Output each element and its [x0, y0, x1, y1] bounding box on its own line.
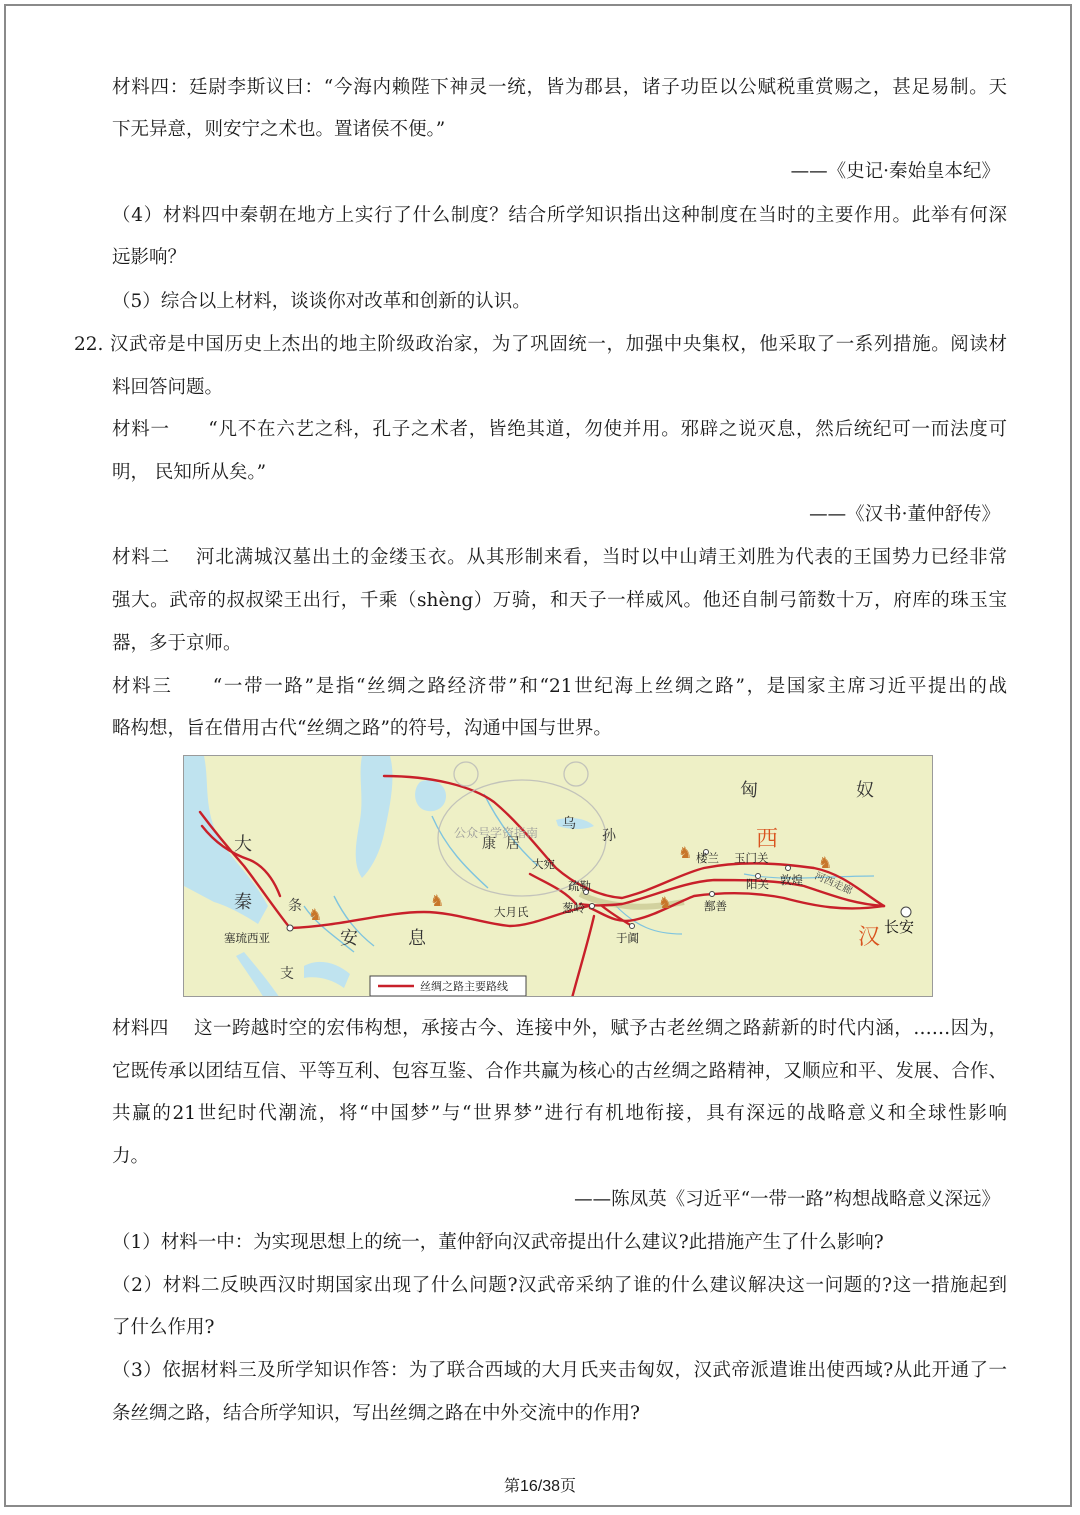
label-shule: 疏勒: [568, 879, 591, 893]
label-daqin-1: 大: [234, 834, 252, 855]
label-congling: 葱岭: [562, 901, 585, 915]
subquestion-2-line-2: 了什么作用?: [112, 1317, 215, 1338]
material-4b-line-1: 材料四 这一跨越时空的宏伟构想，承接古今、连接中外，赋予古老丝绸之路薪新的时代内涵，……因为，: [112, 1018, 1007, 1039]
material-1-line-1: 材料一 “凡不在六艺之科，孔子之术者，皆绝其道，勿使并用。邪辟之说灭息，然后统纪可一而法度可: [112, 419, 1007, 440]
question-4-line-1: （4）材料四中秦朝在地方上实行了什么制度？结合所学知识指出这种制度在当时的主要作用。此举有何深: [112, 205, 1007, 226]
label-kangju-1: 康: [482, 836, 496, 852]
city-shanshan: [710, 892, 715, 897]
camel-icon: ♞: [658, 893, 673, 912]
camel-icon: ♞: [430, 891, 445, 910]
label-wusun-1: 乌: [562, 816, 576, 832]
label-anxi-2: 息: [408, 928, 426, 949]
label-kangju-2: 居: [506, 836, 520, 852]
material-4b-line-2: 它既传承以团结互信、平等互利、包容互鉴、合作共赢为核心的古丝绸之路精神，又顺应和平、发展、合作、: [112, 1061, 1007, 1082]
camel-icon: ♞: [308, 905, 323, 924]
label-loulan: 楼兰: [696, 851, 719, 865]
silk-road-map: [183, 755, 933, 997]
label-yangguan: 阳关: [746, 877, 769, 891]
subquestion-1: （1）材料一中：为实现思想上的统一，董仲舒向汉武帝提出什么建议?此措施产生了什么影响?: [112, 1232, 884, 1253]
question-22-intro-line-2: 料回答问题。: [112, 377, 224, 398]
page-number: 第16/38页: [503, 1478, 577, 1495]
question-4-line-2: 远影响？: [112, 247, 187, 268]
city-seleucia: [287, 925, 293, 931]
material-1-source: ——《汉书·董仲舒传》: [809, 504, 1000, 525]
label-yutian: 于阗: [616, 931, 639, 945]
label-yumenguan: 玉门关: [734, 851, 769, 865]
city-changan: [901, 907, 911, 917]
material-3-line-2: 略构想，旨在借用古代“丝绸之路”的符号，沟通中国与世界。: [112, 718, 612, 739]
label-zhi: 支: [280, 966, 294, 982]
label-han: 汉: [858, 925, 881, 950]
label-wusun-2: 孙: [602, 828, 616, 844]
material-4-source: ——《史记·秦始皇本纪》: [790, 161, 1000, 182]
label-anxi-1: 安: [340, 928, 358, 949]
label-xiyu: 西: [756, 827, 779, 852]
material-4b-source: ——陈凤英《习近平“一带一路”构想战略意义深远》: [574, 1189, 1000, 1210]
question-5: （5）综合以上材料，谈谈你对改革和创新的认识。: [112, 291, 531, 312]
material-2-line-3: 器，多于京师。: [112, 633, 242, 654]
material-4b-line-4: 力。: [112, 1146, 150, 1167]
label-seleucia: 塞琉西亚: [224, 931, 270, 945]
label-dunhuang: 敦煌: [780, 873, 803, 887]
label-dayuezhi: 大月氏: [494, 905, 529, 919]
camel-icon: ♞: [678, 843, 693, 862]
city-yutian: [630, 924, 635, 929]
legend-label: 丝绸之路主要路线: [420, 980, 508, 993]
label-changan: 长安: [884, 918, 915, 936]
label-dayuan: 大宛: [532, 857, 555, 871]
label-daqin-2: 秦: [234, 892, 252, 913]
city-dunhuang: [786, 866, 791, 871]
label-xiongnu-1: 匈: [740, 780, 758, 801]
city-congling: [590, 904, 595, 909]
material-4-line-2: 下无异意，则安宁之术也。置诸侯不便。”: [112, 119, 446, 140]
label-tiao: 条: [288, 898, 302, 914]
material-2-line-1: 材料二 河北满城汉墓出土的金缕玉衣。从其形制来看，当时以中山靖王刘胜为代表的王国势力已经非常: [112, 547, 1007, 568]
watermark-text: 公众号学资指南: [454, 826, 539, 840]
label-xiongnu-2: 奴: [856, 780, 874, 801]
material-4-line-1: 材料四：廷尉李斯议曰：“今海内赖陛下神灵一统，皆为郡县，诸子功臣以公赋税重赏赐之，甚足易制。天: [112, 77, 1007, 98]
camel-icon: ♞: [818, 853, 833, 872]
subquestion-3-line-1: （3）依据材料三及所学知识作答：为了联合西域的大月氏夹击匈奴，汉武帝派遣谁出使西域?从此开通了一: [112, 1360, 1007, 1381]
material-1-line-2: 明， 民知所从矣。”: [112, 462, 267, 483]
subquestion-3-line-2: 条丝绸之路，结合所学知识，写出丝绸之路在中外交流中的作用?: [112, 1403, 640, 1424]
material-3-line-1: 材料三 “一带一路”是指“丝绸之路经济带”和“21世纪海上丝绸之路”，是国家主席习近平提出的战: [112, 676, 1007, 697]
label-shanshan: 鄯善: [704, 899, 727, 913]
question-22-intro-line-1: 22. 汉武帝是中国历史上杰出的地主阶级政治家，为了巩固统一，加强中央集权，他采取了一系列措施。阅读材: [74, 334, 1007, 355]
label-hexi: 河西走廊: [812, 870, 854, 898]
material-2-line-2: 强大。武帝的叔叔梁王出行，千乘（shèng）万骑，和天子一样威风。他还自制弓箭数十万，府库的珠玉宝: [112, 590, 1007, 611]
material-4b-line-3: 共赢的21世纪时代潮流，将“中国梦”与“世界梦”进行有机地衔接，具有深远的战略意义和全球性影响: [112, 1103, 1007, 1124]
subquestion-2-line-1: （2）材料二反映西汉时期国家出现了什么问题?汉武帝采纳了谁的什么建议解决这一问题的?这一措施起到: [112, 1275, 1007, 1296]
